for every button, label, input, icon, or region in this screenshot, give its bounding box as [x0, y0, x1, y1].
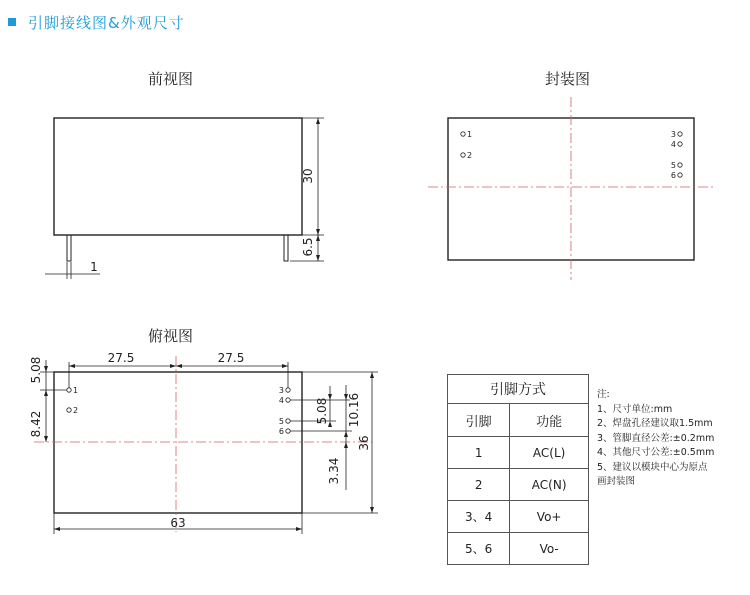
function-cell: Vo-	[510, 533, 589, 565]
front-height-dim: 30	[301, 168, 315, 184]
pin-cell: 2	[448, 469, 510, 501]
front-view	[45, 118, 324, 279]
header-title: 引脚接线图&外观尺寸	[28, 13, 185, 32]
note-item: 画封装图	[597, 476, 636, 487]
front-view-body	[54, 118, 302, 235]
note-item: 4、其他尺寸公差:±0.5mm	[597, 447, 715, 458]
notes-block	[597, 388, 747, 490]
front-left-pin	[67, 235, 71, 261]
note-item: 2、焊盘孔径建议取1.5mm	[597, 418, 713, 429]
pin-table-header-function: 功能	[510, 404, 589, 437]
top-pin4-label: 4	[278, 396, 284, 405]
top-pin1-circle	[67, 388, 71, 392]
top-left-half-dim: 27.5	[107, 351, 135, 365]
table-row	[448, 533, 589, 565]
top-view	[34, 356, 378, 534]
package-pin1-label: 1	[467, 130, 473, 139]
top-pin4-circle	[286, 398, 290, 402]
top-pin3-label: 3	[278, 386, 284, 395]
pin-table-header-pin: 引脚	[448, 404, 510, 437]
package-pin5-label: 5	[670, 161, 676, 170]
top-pin5-circle	[286, 419, 290, 423]
front-pin-length-dim: 6.5	[301, 237, 315, 257]
top-right-half-dim: 27.5	[217, 351, 245, 365]
package-pin3-circle	[678, 132, 682, 136]
top-pin3-circle	[286, 388, 290, 392]
front-pin-width-dim: 1	[90, 260, 98, 274]
pin-function-table	[447, 374, 589, 565]
top-pin2-label: 2	[73, 406, 79, 415]
pin-table-title: 引脚方式	[448, 375, 589, 404]
top-length-dim: 63	[170, 516, 186, 530]
package-pin3-label: 3	[670, 130, 676, 139]
package-pin5-circle	[678, 163, 682, 167]
package-pin1-circle	[461, 132, 465, 136]
pin-cell: 5、6	[448, 533, 510, 565]
package-pin2-label: 2	[467, 151, 473, 160]
top-pin2-circle	[67, 408, 71, 412]
top-view-body	[54, 372, 302, 513]
note-item: 3、管脚直径公差:±0.2mm	[597, 432, 715, 444]
function-cell: AC(L)	[510, 437, 589, 469]
top-right-bottom-dim: 3.34	[327, 457, 341, 485]
note-item: 5、建议以模块中心为原点	[597, 461, 708, 473]
top-pin1-label: 1	[73, 386, 79, 395]
top-right-span-dim: 10.16	[347, 392, 361, 428]
top-width-dim: 36	[357, 435, 371, 451]
package-view	[428, 97, 716, 280]
note-item: 1、尺寸单位:mm	[597, 403, 673, 415]
table-row	[448, 501, 589, 533]
pin-cell: 1	[448, 437, 510, 469]
top-left-spacing-dim: 8.42	[29, 410, 43, 438]
notes-title: 注:	[597, 389, 610, 400]
package-pin4-label: 4	[670, 140, 676, 149]
package-view-title: 封装图	[545, 70, 591, 88]
package-pin2-circle	[461, 153, 465, 157]
top-pin6-label: 6	[278, 427, 284, 436]
front-view-title: 前视图	[148, 70, 194, 88]
top-pin6-circle	[286, 429, 290, 433]
package-pin6-label: 6	[670, 171, 676, 180]
top-view-title: 俯视图	[148, 327, 194, 345]
table-row	[448, 437, 589, 469]
package-pin6-circle	[678, 173, 682, 177]
table-row	[448, 469, 589, 501]
package-pin4-circle	[678, 142, 682, 146]
pin-cell: 3、4	[448, 501, 510, 533]
top-left-offset-dim: 5.08	[29, 356, 43, 384]
function-cell: Vo+	[510, 501, 589, 533]
function-cell: AC(N)	[510, 469, 589, 501]
front-right-pin	[284, 235, 288, 261]
top-right-gap-dim: 5.08	[315, 397, 329, 425]
top-pin5-label: 5	[278, 417, 284, 426]
